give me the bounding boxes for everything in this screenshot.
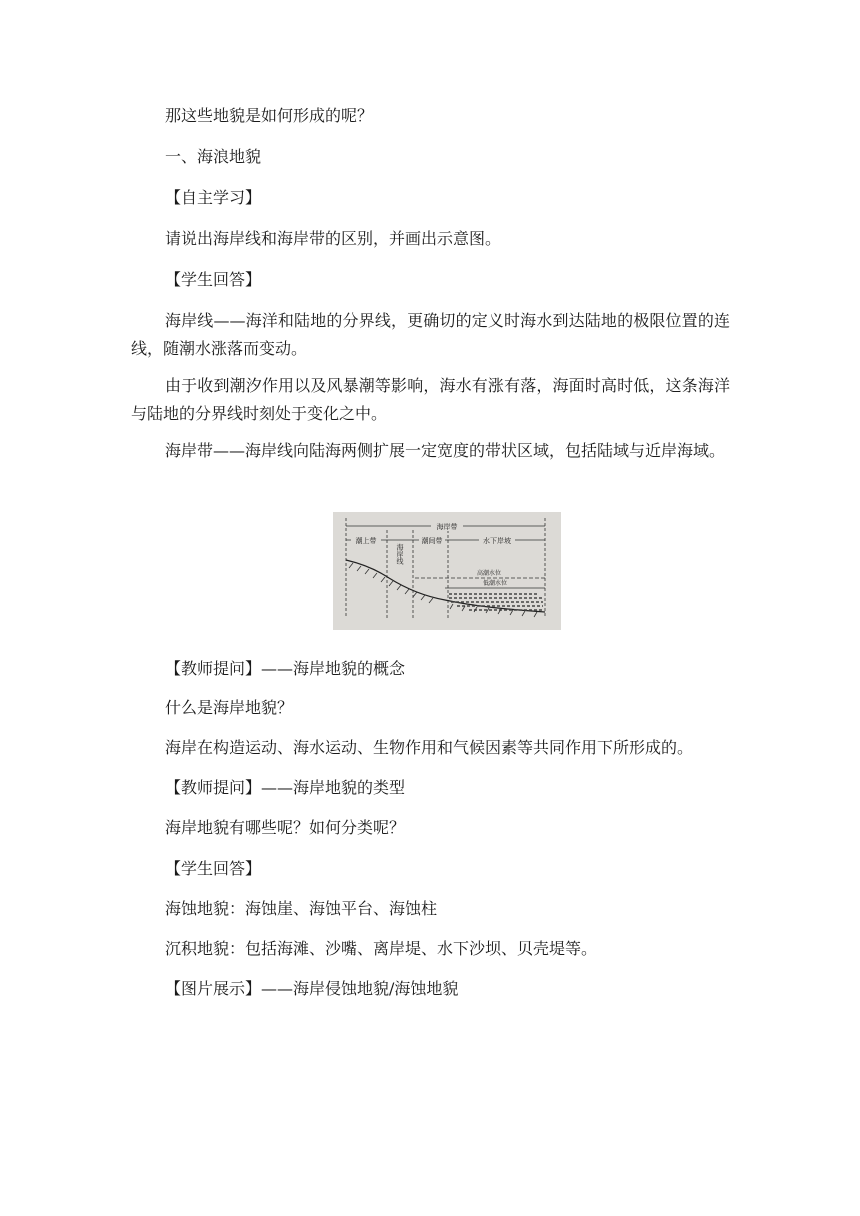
question-paragraph: 那这些地貌是如何形成的呢？	[165, 106, 374, 125]
question-types: 海岸地貌有哪些呢？如何分类呢？	[165, 818, 406, 837]
self-study-heading: 【自主学习】	[165, 188, 262, 207]
coastal-zone-definition: 海岸带——海岸线向陆海两侧扩展一定宽度的带状区域，包括陆域与近岸海域。	[165, 441, 726, 460]
deposition-landforms: 沉积地貌：包括海滩、沙嘴、离岸堤、水下沙坝、贝壳堤等。	[165, 939, 598, 958]
teacher-question-types: 【教师提问】——海岸地貌的类型	[165, 778, 406, 797]
student-answer-heading-2: 【学生回答】	[165, 859, 262, 878]
coastline-definition: 海岸线——海洋和陆地的分界线，更确切的定义时海水到达陆地的极限位置的连线，随潮水涨落而变动。	[131, 311, 730, 358]
teacher-question-concept: 【教师提问】——海岸地貌的概念	[165, 659, 406, 678]
coastal-zone-diagram	[333, 512, 561, 630]
intertidal-zone-label: 潮间带	[421, 537, 443, 545]
underwater-slope-label: 水下岸坡	[483, 537, 511, 545]
high-tide-label: 高潮水位	[476, 570, 502, 577]
section-heading: 一、海浪地貌	[165, 147, 262, 166]
answer-concept: 海岸在构造运动、海水运动、生物作用和气候因素等共同作用下所形成的。	[165, 738, 694, 757]
question-what: 什么是海岸地貌？	[165, 698, 294, 717]
land-zone-label: 潮上带	[355, 537, 377, 545]
coastline-label: 海岸线	[396, 543, 404, 565]
low-tide-label: 低潮水位	[482, 580, 508, 587]
image-display-heading: 【图片展示】——海岸侵蚀地貌/海蚀地貌	[165, 979, 459, 998]
coastal-zone-label: 海岸带	[436, 523, 458, 531]
student-answer-heading: 【学生回答】	[165, 270, 262, 289]
erosion-landforms: 海蚀地貌：海蚀崖、海蚀平台、海蚀柱	[165, 899, 438, 918]
task-paragraph: 请说出海岸线和海岸带的区别，并画出示意图。	[165, 229, 502, 248]
tide-paragraph: 由于收到潮汐作用以及风暴潮等影响，海水有涨有落，海面时高时低，这条海洋与陆地的分界线时刻处于变化之中。	[131, 376, 730, 423]
